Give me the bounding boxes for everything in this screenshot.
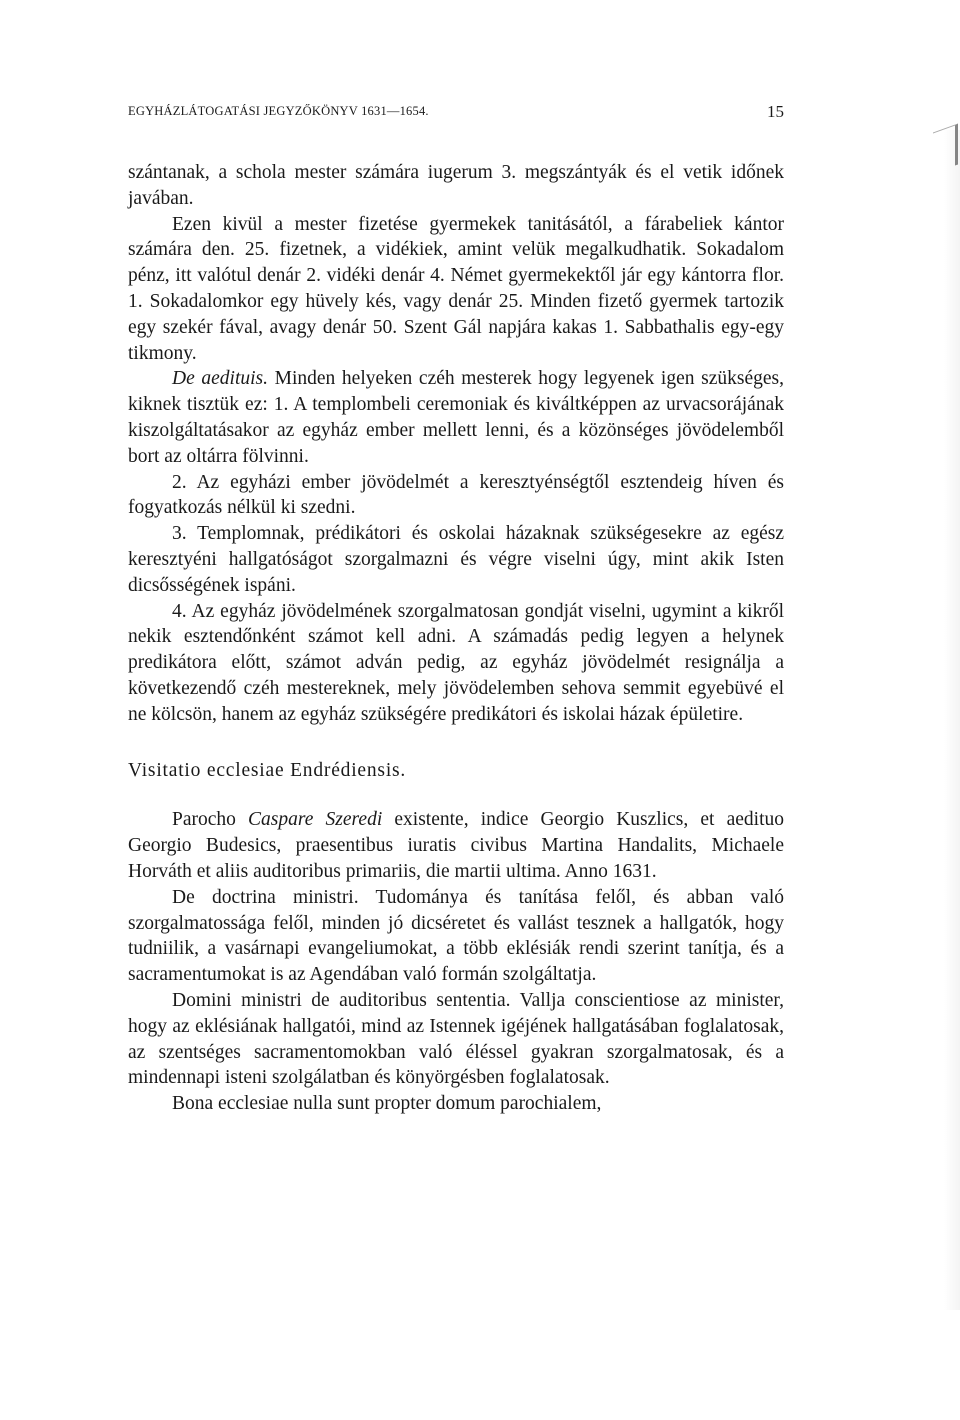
section-title: Visitatio ecclesiae Endrédiensis. [128,759,407,781]
paragraph [128,366,784,469]
paragraph-text: existente, indice Georgio Kuszlics, et aedituo Georgio Budesics, praesentibus iuratis civibus Martina Handalits, Michaele Horváth et aliis auditoribus primariis, die martii ultima. Anno 1631. [128,809,785,882]
page-header [128,100,784,124]
paragraph: Ezen kivül a mester fizetése gyermekek tanitásától, a fárabeliek kántor számára den. 25. fizetnek, a vidékiek, amint velük megalkudhatik. Sokadalom pénz, itt valótul denár 2. vidéki denár 4. Német gyermekektől jár egy kántorra flor. 1. Sokadalomkor egy hüvely kés, vagy denár 25. Minden fizető gyermek tartozik egy szekér fával, avagy denár 50. Szent Gál napjára kakas 1. Sabbathalis egy-egy tikmony. [128,213,784,364]
paragraph: De doctrina ministri. Tudománya és tanítása felől, és abban való szorgalmatossága felől, minden jó dicséretet és vallást tesznek a hallgatók, hogy tudniilik, a vasárnapi evangeliumokat, a több eklésiák rendi szerint tanítja, és a sacramentumokat is az Agendában való formán szolgáltatja. [128,886,784,986]
running-head: EGYHÁZLÁTOGATÁSI JEGYZŐKÖNYV 1631—1654. [128,104,429,118]
page-edge-shadow [944,130,960,1310]
paragraph-name: Caspare Szeredi [248,809,383,831]
paragraph: 2. Az egyházi ember jövödelmét a keresztyénségtől esztendeig híven és fogyatkozás nélkül ki szedni. [128,471,784,519]
page-number: 15 [767,102,784,121]
paragraph: Domini ministri de auditoribus sententia. Vallja conscientiose az minister, hogy az eklésiának hallgatói, mind az Istennek igéjének hallgatásában foglalatosak, az szentséges sacramentomokban való éléssel gyakran szorgalmatosak, és a mindennapi isteni szolgálatban és könyörgésben foglalatosak. [128,989,784,1089]
paragraph: 3. Templomnak, prédikátori és oskolai házaknak szükségesekre az egész keresztyéni hallgatóságot szorgalmazni és végre viselni úgy, mint akik Isten dicsősségének ispáni. [128,523,784,596]
paragraph: szántanak, a schola mester számára iugerum 3. megszántyák és el vetik időnek javában. [128,162,784,209]
body-text [128,160,784,1117]
paragraph-text: Minden helyeken czéh mesterek hogy legyenek igen szükséges, kiknek tisztük ez: 1. A templombeli ceremoniak és kiváltképpen az urvacsorájának kiszolgáltatásakor az egyház ember mellett lenni, és a közönséges jövödelemből bort az oltárra fölvinni. [128,368,784,467]
paragraph: 4. Az egyház jövödelmének szorgalmatosan gondját viselni, ugymint a kikről nekik esztendőnként számot kell adni. A számadás pedig legyen a helynek predikátora előtt, számot adván pedig, az egyház jövödelmét resignálja a következendő czéh mestereknek, mely jövödelemben sehova semmit egyebüvé el ne kölcsön, hanem az egyház szükségére predikátori és iskolai házak épületire. [128,600,784,725]
paragraph-text: Parocho [172,809,249,831]
paragraph-lead: De aedituis. [172,368,268,390]
paragraph: Bona ecclesiae nulla sunt propter domum parochialem, [172,1093,602,1115]
paragraph [128,807,784,884]
